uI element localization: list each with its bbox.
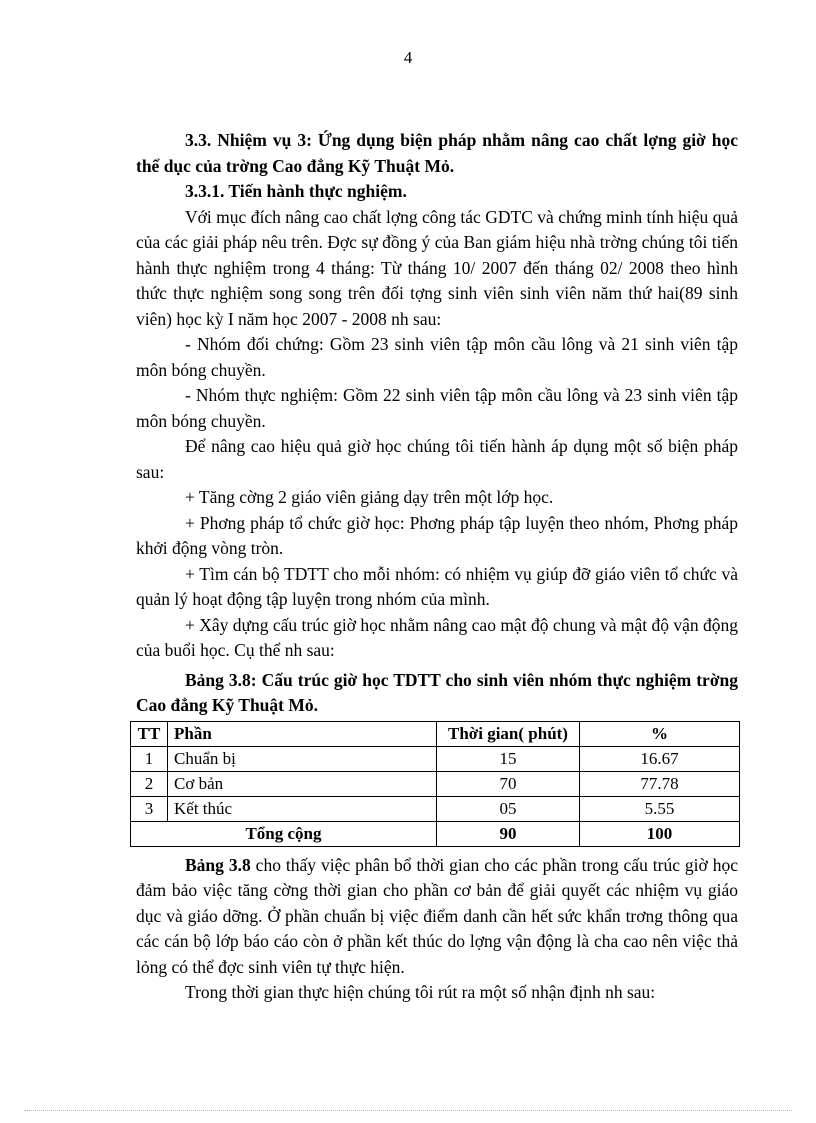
cell-tt: 3 (131, 796, 168, 821)
header-part: Phần (168, 721, 437, 746)
paragraph-measure-methods: + Phơng pháp tổ chức giờ học: Phơng pháp tập luyện theo nhóm, Phơng pháp khởi động vòng tròn. (136, 512, 738, 558)
table-header-row (131, 721, 740, 746)
table-reference: Bảng 3.8 (185, 854, 251, 875)
paragraph-control-group: - Nhóm đối chứng: Gồm 23 sinh viên tập môn cầu lông và 21 sinh viên tập môn bóng chuyền. (136, 334, 738, 380)
paragraph-purpose: Với mục đích nâng cao chất lợng công tác GDTC và chứng minh tính hiệu quả của các giải pháp nêu trên. Đợc sự đồng ý của Ban giám hiệu nhà trờng chúng tôi tiến hành thực nghiệm trong 4 tháng: Từ tháng 10/ 2007 đến tháng 02/ 2008 theo hình thức thực nghiệm song song trên đối tợng sinh viên sinh viên năm thứ hai(89 sinh viên) học kỳ I năm học 2007 - 2008 nh sau: (136, 206, 738, 329)
table-row (131, 796, 740, 821)
table-total-row (131, 821, 740, 846)
page-bottom-divider (24, 1110, 792, 1111)
cell-percent: 5.55 (580, 796, 740, 821)
table-caption: Bảng 3.8: Cấu trúc giờ học TDTT cho sinh viên nhóm thực nghiệm trờng Cao đẳng Kỹ Thuật Mỏ. (136, 669, 738, 715)
paragraph-measures-intro: Để nâng cao hiệu quả giờ học chúng tôi tiến hành áp dụng một số biện pháp sau: (136, 436, 738, 482)
paragraph-measure-staff: + Tìm cán bộ TDTT cho mỗi nhóm: có nhiệm vụ giúp đỡ giáo viên tổ chức và quản lý hoạt động tập luyện trong nhóm của mình. (136, 563, 738, 609)
cell-tt: 2 (131, 771, 168, 796)
lesson-structure-table (130, 721, 740, 847)
total-time: 90 (437, 821, 580, 846)
paragraph-experimental-group: - Nhóm thực nghiệm: Gồm 22 sinh viên tập môn cầu lông và 23 sinh viên tập môn bóng chuyền. (136, 385, 738, 431)
page-number: 4 (403, 48, 413, 67)
document-body (136, 128, 738, 1006)
subsection-title: 3.3.1. Tiến hành thực nghiệm. (185, 181, 407, 201)
section-title: 3.3. Nhiệm vụ 3: Ứng dụng biện pháp nhằm nâng cao chất lợng giờ học thể dục của trờng Cao đẳng Kỹ Thuật Mỏ. (136, 130, 738, 176)
table-analysis-text: cho thấy việc phân bổ thời gian cho các phần trong cấu trúc giờ học đảm bảo việc tăng cờng thời gian cho phần cơ bản để giải quyết các nhiệm vụ giáo dục và giáo dỡng. Ở phần chuẩn bị việc điểm danh cần hết sức khẩn trơng thông qua các cán bộ lớp báo cáo còn ở phần kết thúc do lợng vận động là cha cao nên việc thả lỏng có thể đợc sinh viên tự thực hiện. (136, 854, 738, 977)
cell-part: Cơ bản (168, 771, 437, 796)
header-tt: TT (131, 721, 168, 746)
paragraph-observations-intro: Trong thời gian thực hiện chúng tôi rút ra một số nhận định nh sau: (185, 982, 656, 1002)
table-row (131, 771, 740, 796)
cell-tt: 1 (131, 746, 168, 771)
cell-time: 05 (437, 796, 580, 821)
cell-part: Kết thúc (168, 796, 437, 821)
header-time: Thời gian( phút) (437, 721, 580, 746)
paragraph-measure-teachers: + Tăng cờng 2 giáo viên giảng dạy trên một lớp học. (185, 487, 554, 507)
cell-time: 15 (437, 746, 580, 771)
table-row (131, 746, 740, 771)
total-percent: 100 (580, 821, 740, 846)
paragraph-table-analysis (136, 853, 738, 981)
cell-percent: 77.78 (580, 771, 740, 796)
paragraph-measure-structure: + Xây dựng cấu trúc giờ học nhằm nâng cao mật độ chung và mật độ vận động của buổi học. Cụ thể nh sau: (136, 614, 738, 660)
header-percent: % (580, 721, 740, 746)
cell-time: 70 (437, 771, 580, 796)
total-label: Tổng cộng (131, 821, 437, 846)
cell-percent: 16.67 (580, 746, 740, 771)
cell-part: Chuẩn bị (168, 746, 437, 771)
